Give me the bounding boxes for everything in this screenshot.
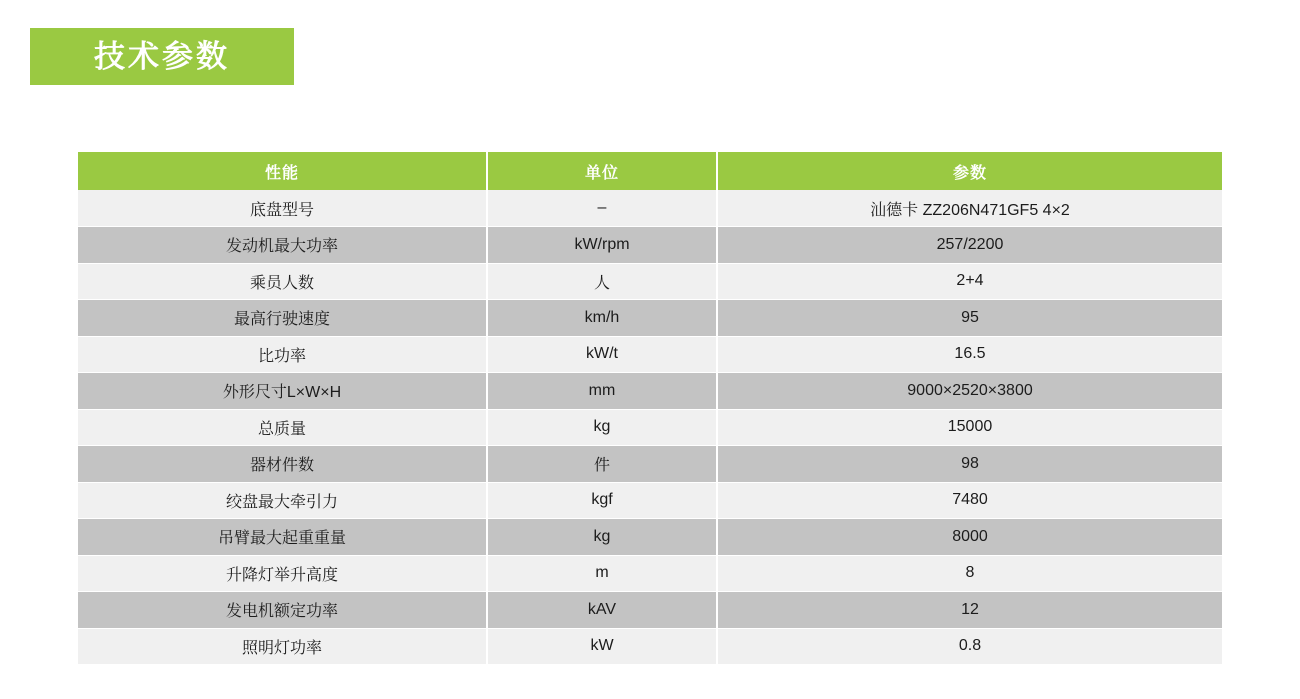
- table-row: [78, 592, 1222, 629]
- cell-performance: 器材件数: [78, 446, 487, 483]
- cell-parameter: 8: [717, 555, 1222, 592]
- cell-unit: 人: [487, 263, 717, 300]
- cell-unit: kW/rpm: [487, 227, 717, 264]
- table-row: [78, 373, 1222, 410]
- cell-performance: 比功率: [78, 336, 487, 373]
- cell-performance: 照明灯功率: [78, 628, 487, 665]
- cell-performance: 底盘型号: [78, 190, 487, 227]
- cell-unit: mm: [487, 373, 717, 410]
- table-row: [78, 263, 1222, 300]
- technical-parameters-table: [78, 152, 1222, 665]
- cell-performance: 乘员人数: [78, 263, 487, 300]
- table-row: [78, 190, 1222, 227]
- cell-parameter: 12: [717, 592, 1222, 629]
- cell-parameter: 15000: [717, 409, 1222, 446]
- cell-parameter: 2+4: [717, 263, 1222, 300]
- cell-parameter: 7480: [717, 482, 1222, 519]
- cell-unit: kgf: [487, 482, 717, 519]
- table-row: [78, 227, 1222, 264]
- table-header: [78, 152, 1222, 190]
- cell-parameter: 98: [717, 446, 1222, 483]
- cell-performance: 发动机最大功率: [78, 227, 487, 264]
- cell-parameter: 8000: [717, 519, 1222, 556]
- table-row: [78, 628, 1222, 665]
- cell-parameter: 257/2200: [717, 227, 1222, 264]
- table-row: [78, 446, 1222, 483]
- cell-parameter: 0.8: [717, 628, 1222, 665]
- cell-parameter: 16.5: [717, 336, 1222, 373]
- table-header-row: [78, 152, 1222, 190]
- cell-performance: 外形尺寸L×W×H: [78, 373, 487, 410]
- cell-performance: 最高行驶速度: [78, 300, 487, 337]
- column-header-unit: 单位: [487, 152, 717, 190]
- cell-performance: 发电机额定功率: [78, 592, 487, 629]
- cell-parameter: 95: [717, 300, 1222, 337]
- cell-parameter: 9000×2520×3800: [717, 373, 1222, 410]
- table-row: [78, 409, 1222, 446]
- column-header-parameter: 参数: [717, 152, 1222, 190]
- table-row: [78, 300, 1222, 337]
- table-row: [78, 519, 1222, 556]
- table-body: [78, 190, 1222, 665]
- cell-unit: km/h: [487, 300, 717, 337]
- cell-unit: kg: [487, 409, 717, 446]
- cell-unit: m: [487, 555, 717, 592]
- cell-performance: 升降灯举升高度: [78, 555, 487, 592]
- cell-unit: 件: [487, 446, 717, 483]
- cell-performance: 绞盘最大牵引力: [78, 482, 487, 519]
- table-row: [78, 482, 1222, 519]
- cell-unit: kW/t: [487, 336, 717, 373]
- cell-unit: kAV: [487, 592, 717, 629]
- cell-performance: 吊臂最大起重重量: [78, 519, 487, 556]
- cell-parameter: 汕德卡 ZZ206N471GF5 4×2: [717, 190, 1222, 227]
- cell-unit: kW: [487, 628, 717, 665]
- page-title-banner: [30, 28, 294, 85]
- table-row: [78, 336, 1222, 373]
- column-header-performance: 性能: [78, 152, 487, 190]
- cell-unit: –: [487, 190, 717, 227]
- table-row: [78, 555, 1222, 592]
- cell-unit: kg: [487, 519, 717, 556]
- cell-performance: 总质量: [78, 409, 487, 446]
- page-title: 技术参数: [94, 39, 230, 74]
